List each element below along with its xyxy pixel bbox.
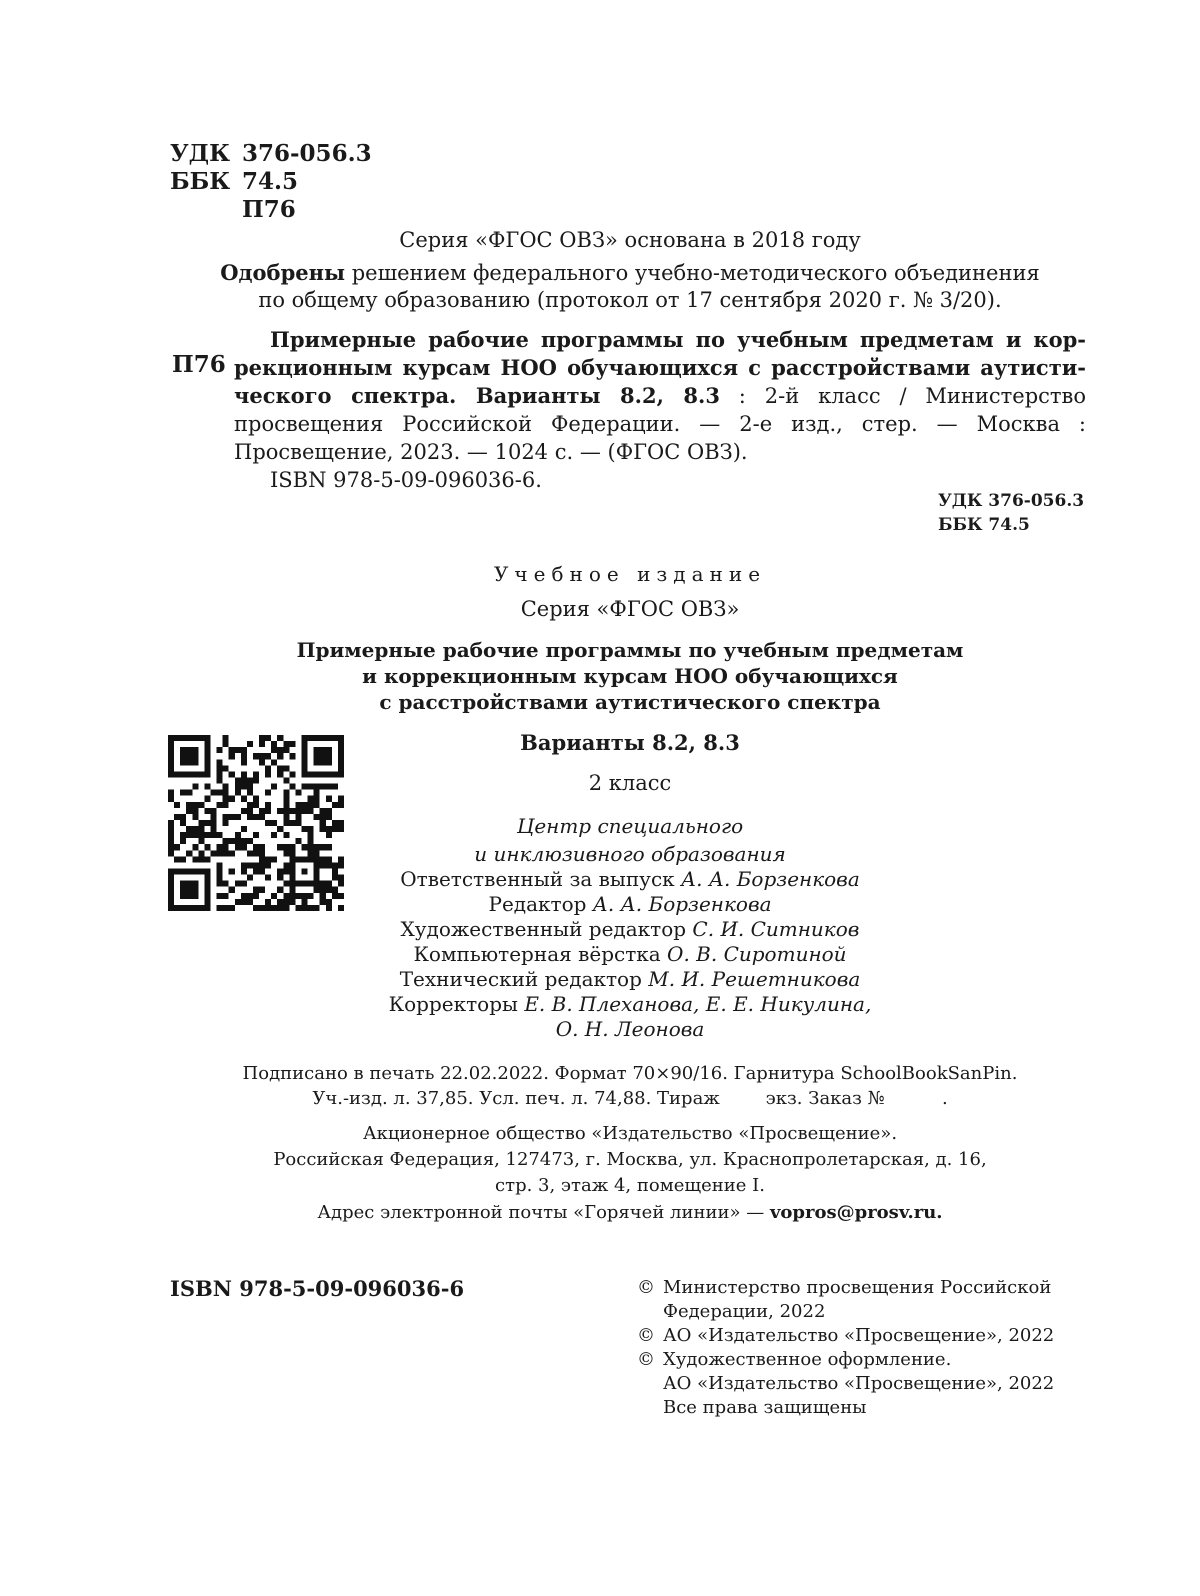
publisher-line-2: Российская Федерация, 127473, г. Москва, ул. Краснопролетарская, д. 16, — [273, 1149, 987, 1170]
copyright-3-line-2: АО «Издательство «Просвещение», 2022 — [663, 1373, 1055, 1394]
bbk-right: ББК 74.5 — [938, 515, 1030, 535]
bbk-label: ББК — [170, 168, 231, 195]
credit-name: О. Н. Леонова — [555, 1017, 705, 1041]
biblio-line-3-rest: : 2-й класс / Министерство — [719, 384, 1086, 408]
variants: Варианты 8.2, 8.3 — [520, 730, 740, 755]
approved-bold: Одобрены — [220, 260, 346, 285]
copyright-2: АО «Издательство «Просвещение», 2022 — [663, 1325, 1055, 1346]
copyrights — [637, 1276, 1054, 1420]
udk-bbk-right — [938, 489, 1084, 537]
copyright-1-line-2: Федерации, 2022 — [663, 1301, 826, 1322]
all-rights-reserved: Все права защищены — [663, 1397, 867, 1418]
credit-role: Корректоры — [388, 992, 525, 1016]
center-org-line-1: Центр специального — [516, 814, 744, 838]
credit-role: Компьютерная вёрстка — [413, 942, 668, 966]
title-line-3: с расстройствами аутистического спектра — [379, 690, 881, 714]
publisher-line-1: Акционерное общество «Издательство «Просвещение». — [362, 1123, 898, 1144]
credit-role: Художественный редактор — [400, 917, 693, 941]
udk-right: УДК 376-056.3 — [938, 491, 1085, 511]
edition-type: Учебное издание — [493, 562, 767, 586]
credit-role: Ответственный за выпуск — [400, 867, 682, 891]
biblio-line-1: Примерные рабочие программы по учебным предметам и кор- — [270, 327, 1086, 352]
copyright-symbol: © — [637, 1325, 655, 1346]
credit-name: С. И. Ситников — [692, 917, 860, 941]
credit-name: А. А. Борзенкова — [592, 892, 772, 916]
copyright-3-line-1: Художественное оформление. — [663, 1349, 952, 1370]
biblio-line-4: просвещения Российской Федерации. — 2-е изд., стер. — Москва : — [234, 412, 1086, 436]
title-line-2: и коррекционным курсам НОО обучающихся — [362, 664, 898, 688]
email-label: Адрес электронной почты «Горячей линии» — — [317, 1202, 770, 1223]
biblio-code: П76 — [172, 351, 226, 378]
bbk-value: 74.5 — [242, 168, 299, 195]
credit-name: М. И. Решетникова — [648, 967, 861, 991]
print-line-2: Уч.-изд. л. 37,85. Усл. печ. л. 74,88. Тираж экз. Заказ № . — [312, 1088, 948, 1109]
udk-bbk-block — [170, 140, 372, 224]
print-line-1: Подписано в печать 22.02.2022. Формат 70×90/16. Гарнитура SchoolBookSanPin. — [242, 1063, 1018, 1084]
series-founded: Серия «ФГОС ОВЗ» основана в 2018 году — [399, 228, 861, 252]
hotline-email — [0, 1202, 1200, 1223]
grade: 2 класс — [588, 771, 672, 795]
biblio-line-2: рекционным курсам НОО обучающихся с расстройствами аутисти- — [234, 355, 1086, 380]
series-name: Серия «ФГОС ОВЗ» — [520, 597, 740, 621]
approved-line2: по общему образованию (протокол от 17 сентября 2020 г. № 3/20). — [258, 288, 1002, 312]
copyright-symbol: © — [637, 1349, 655, 1370]
credit-row — [0, 942, 1200, 967]
credit-row — [0, 917, 1200, 942]
copyright-symbol: © — [637, 1277, 655, 1298]
credit-name: О. В. Сиротиной — [667, 942, 847, 966]
bibliographic-entry — [234, 326, 1086, 494]
credit-row — [0, 1017, 1200, 1042]
book-title — [0, 637, 1200, 715]
approval-note — [0, 259, 1200, 314]
approved-rest: решением федерального учебно-методического объединения — [345, 261, 1040, 285]
credit-name: А. А. Борзенкова — [681, 867, 860, 891]
center-org-line-2: и инклюзивного образования — [474, 842, 786, 866]
email-address[interactable]: vopros@prosv.ru. — [769, 1202, 943, 1223]
credit-role: Технический редактор — [399, 967, 649, 991]
credit-role: Редактор — [488, 892, 593, 916]
biblio-line-3-bold: ческого спектра. Варианты 8.2, 8.3 — [234, 383, 720, 408]
credit-row — [0, 992, 1200, 1017]
publisher-line-3: стр. 3, этаж 4, помещение I. — [495, 1175, 765, 1196]
print-info — [0, 1061, 1200, 1111]
credit-row — [0, 967, 1200, 992]
biblio-isbn: ISBN 978-5-09-096036-6. — [270, 468, 542, 492]
udk-value: 376-056.3 — [242, 140, 372, 167]
biblio-line-5: Просвещение, 2023. — 1024 с. — (ФГОС ОВЗ). — [234, 440, 748, 464]
isbn-bottom: ISBN 978-5-09-096036-6 — [170, 1276, 465, 1301]
author-code: П76 — [242, 196, 296, 223]
copyright-1-line-1: Министерство просвещения Российской — [663, 1277, 1052, 1298]
udk-label: УДК — [170, 140, 231, 167]
credit-name: Е. В. Плеханова, Е. Е. Никулина, — [524, 992, 872, 1016]
qr-code-icon — [168, 735, 344, 911]
title-line-1: Примерные рабочие программы по учебным предметам — [296, 638, 964, 662]
publisher-info — [0, 1121, 1200, 1199]
